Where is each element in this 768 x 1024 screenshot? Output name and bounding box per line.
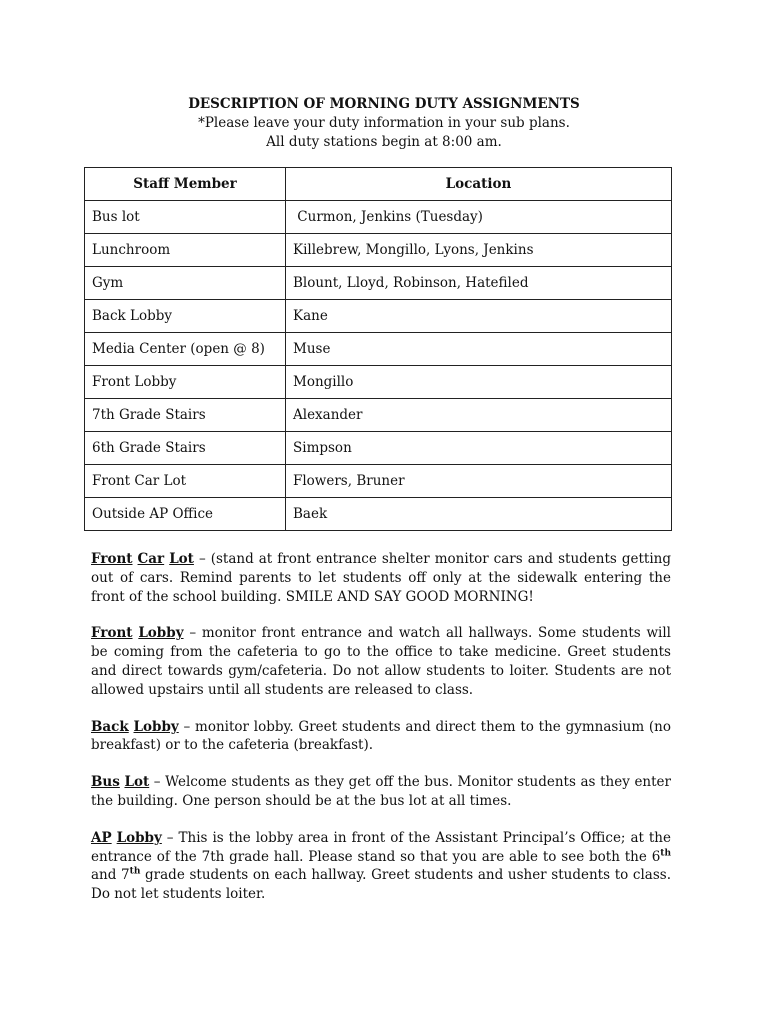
table-row <box>85 201 672 234</box>
duty-assignments-table <box>84 167 672 531</box>
duty-station-cell: Back Lobby <box>85 300 286 333</box>
back-lobby-paragraph <box>91 718 671 756</box>
paragraph-text: – (stand at front entrance shelter monitor cars and students getting out of cars. Remind parents to let students off only at the sidewalk entering the front of the school building. SMILE AND SAY GOOD MORNING! <box>91 551 671 605</box>
duty-station-cell: Outside AP Office <box>85 498 286 531</box>
table-row <box>85 465 672 498</box>
paragraph-term: Lobby <box>133 718 179 735</box>
paragraph-text: – This is the lobby area in front of the Assistant Principal’s Office; at the entrance of the 7th grade hall. Please stand so that you are able to see both the 6 <box>91 829 671 865</box>
table-row <box>85 333 672 366</box>
document-subtitle: *Please leave your duty information in your sub plans. <box>198 115 570 131</box>
superscript: th <box>660 848 671 859</box>
document-header <box>0 95 768 152</box>
start-time-note: All duty stations begin at 8:00 am. <box>266 134 502 150</box>
paragraph-text: and 7 <box>91 867 130 884</box>
duty-station-cell: Gym <box>85 267 286 300</box>
paragraph-term: Car <box>137 551 165 567</box>
bus-lot-paragraph <box>91 773 671 811</box>
paragraph-term: Bus <box>91 774 120 791</box>
table-row <box>85 399 672 432</box>
paragraph-term: Back <box>91 718 129 735</box>
paragraph-term: Front <box>91 625 133 642</box>
staff-names-cell: Simpson <box>286 432 672 465</box>
paragraph-term: Lobby <box>116 829 162 846</box>
table-row <box>85 498 672 531</box>
table-row <box>85 300 672 333</box>
front-car-lot-paragraph <box>91 550 671 606</box>
staff-names-cell: Killebrew, Mongillo, Lyons, Jenkins <box>286 234 672 267</box>
table-row <box>85 366 672 399</box>
table-row <box>85 432 672 465</box>
paragraph-text: grade students on each hallway. Greet students and usher students to class. Do not let students loiter. <box>91 867 672 903</box>
duty-station-cell: Bus lot <box>85 201 286 234</box>
staff-names-cell: Flowers, Bruner <box>286 465 672 498</box>
duty-station-cell: Front Lobby <box>85 366 286 399</box>
paragraph-term: Lot <box>169 551 194 567</box>
duty-station-cell: 6th Grade Stairs <box>85 432 286 465</box>
duty-station-cell: Front Car Lot <box>85 465 286 498</box>
staff-names-cell: Muse <box>286 333 672 366</box>
staff-names-cell: Kane <box>286 300 672 333</box>
duty-descriptions <box>91 550 671 922</box>
duty-station-cell: 7th Grade Stairs <box>85 399 286 432</box>
paragraph-term: AP <box>91 829 112 846</box>
duty-station-cell: Media Center (open @ 8) <box>85 333 286 366</box>
staff-names-cell: Baek <box>286 498 672 531</box>
staff-names-cell: Alexander <box>286 399 672 432</box>
duty-station-cell: Lunchroom <box>85 234 286 267</box>
paragraph-term: Front <box>91 551 133 567</box>
paragraph-text: – monitor lobby. Greet students and direct them to the gymnasium (no breakfast) or to the cafeteria (breakfast). <box>91 718 671 754</box>
ap-lobby-paragraph <box>91 829 671 904</box>
staff-names-cell: Mongillo <box>286 366 672 399</box>
table-header-row <box>85 168 672 201</box>
staff-member-header: Staff Member <box>85 168 286 201</box>
staff-names-cell: Blount, Lloyd, Robinson, Hatefiled <box>286 267 672 300</box>
table-row <box>85 267 672 300</box>
paragraph-text: – monitor front entrance and watch all hallways. Some students will be coming from the cafeteria to go to the office to take medicine. Greet students and direct towards gym/cafeteria. Do not allow students to loiter. Students are not allowed upstairs until all students are released to class. <box>91 625 671 698</box>
staff-names-cell: Curmon, Jenkins (Tuesday) <box>286 201 672 234</box>
superscript: th <box>129 866 141 877</box>
paragraph-text: – Welcome students as they get off the bus. Monitor students as they enter the building. One person should be at the bus lot at all times. <box>91 774 671 809</box>
front-lobby-paragraph <box>91 624 671 699</box>
location-header: Location <box>286 168 672 201</box>
paragraph-term: Lot <box>124 774 150 791</box>
table-row <box>85 234 672 267</box>
document-title: DESCRIPTION OF MORNING DUTY ASSIGNMENTS <box>188 96 580 112</box>
paragraph-term: Lobby <box>138 625 184 642</box>
